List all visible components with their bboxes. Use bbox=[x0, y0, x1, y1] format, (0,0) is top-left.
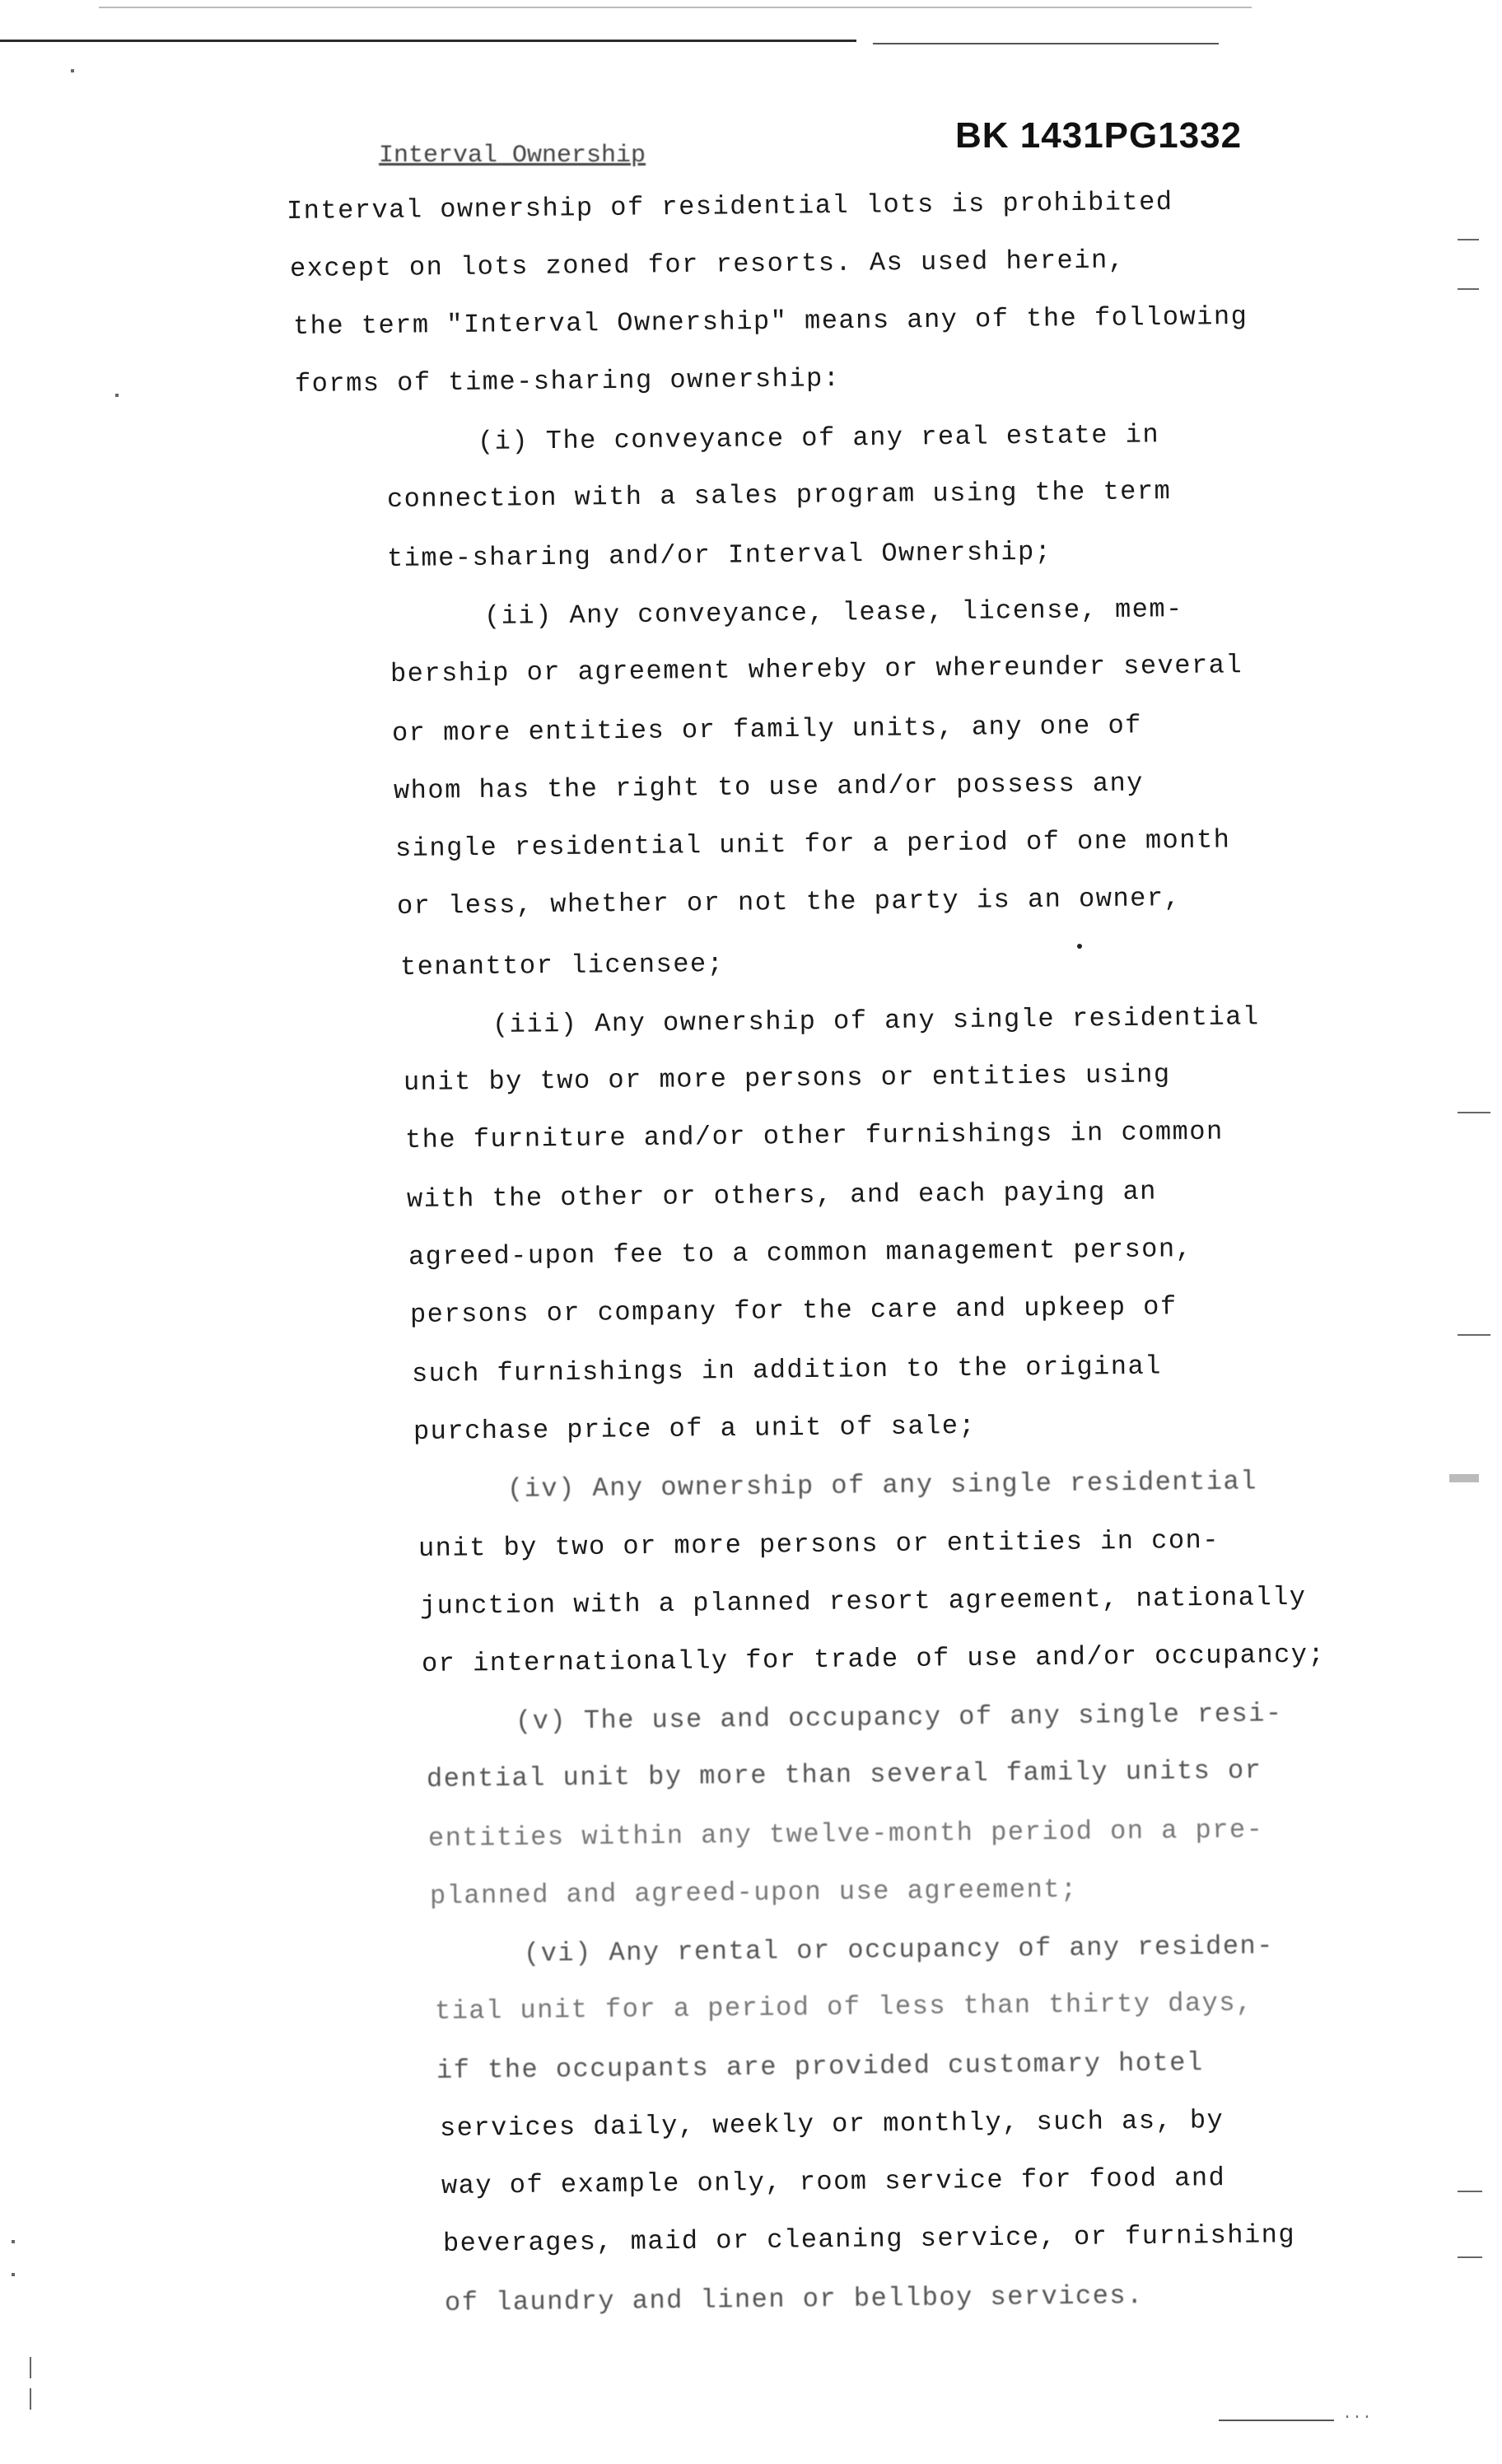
body-line: the furniture and/or other furnishings in common bbox=[404, 1116, 1224, 1155]
body-line: connection with a sales program using the term bbox=[386, 476, 1172, 515]
body-line: or internationally for trade of use and/or occupancy; bbox=[421, 1639, 1326, 1679]
scan-top-rule-left bbox=[0, 40, 856, 42]
body-line: tenanttor licensee; bbox=[399, 948, 725, 982]
body-line: dential unit by more than several family units or bbox=[426, 1755, 1262, 1794]
body-line: the term "Interval Ownership" means any of the following bbox=[292, 301, 1248, 342]
margin-mark bbox=[1458, 1112, 1490, 1113]
body-line: tial unit for a period of less than thirty days, bbox=[434, 1987, 1253, 2027]
body-line: beverages, maid or cleaning service, or furnishing bbox=[442, 2219, 1296, 2259]
margin-mark bbox=[12, 2273, 15, 2276]
body-line: unit by two or more persons or entities in con- bbox=[417, 1524, 1220, 1564]
margin-mark bbox=[30, 2388, 31, 2410]
margin-mark bbox=[115, 394, 119, 397]
margin-mark bbox=[1458, 1334, 1490, 1336]
body-line: junction with a planned resort agreement, nationally bbox=[419, 1581, 1307, 1622]
scan-top-rule-right bbox=[873, 43, 1219, 44]
body-line: of laundry and linen or bellboy services. bbox=[444, 2280, 1144, 2318]
body-line: (i) The conveyance of any real estate in bbox=[477, 419, 1160, 457]
body-line: Interval ownership of residential lots is prohibited bbox=[286, 186, 1173, 226]
scan-speck bbox=[1077, 944, 1082, 949]
body-line: (v) The use and occupancy of any single resi- bbox=[515, 1698, 1283, 1737]
margin-mark bbox=[1458, 288, 1479, 290]
body-line: services daily, weekly or monthly, such as, by bbox=[439, 2105, 1224, 2144]
body-line: purchase price of a unit of sale; bbox=[413, 1410, 977, 1447]
body-line: planned and agreed-upon use agreement; bbox=[429, 1874, 1078, 1911]
body-line: with the other or others, and each paying an bbox=[406, 1176, 1158, 1215]
body-line: bership or agreement whereby or whereunder several bbox=[389, 650, 1243, 689]
footer-mark: ... bbox=[1342, 2405, 1373, 2424]
scan-top-rule-upper bbox=[99, 7, 1252, 8]
margin-mark bbox=[1449, 1474, 1479, 1482]
body-line: forms of time-sharing ownership: bbox=[294, 363, 841, 399]
body-line: way of example only, room service for food and bbox=[441, 2163, 1226, 2201]
body-line: persons or company for the care and upkeep of bbox=[409, 1291, 1178, 1330]
body-line: (vi) Any rental or occupancy of any residen- bbox=[523, 1930, 1275, 1969]
body-line: unit by two or more persons or entities using bbox=[403, 1059, 1171, 1098]
body-line: or more entities or family units, any one of bbox=[391, 710, 1143, 749]
body-line: such furnishings in addition to the original bbox=[411, 1351, 1163, 1389]
margin-mark bbox=[1458, 2256, 1482, 2258]
body-line: (ii) Any conveyance, lease, license, mem- bbox=[483, 594, 1183, 632]
body-line: (iii) Any ownership of any single residential bbox=[492, 1001, 1260, 1040]
body-line: (iv) Any ownership of any single residential bbox=[506, 1466, 1258, 1505]
body-line: entities within any twelve-month period on a pre- bbox=[427, 1814, 1264, 1854]
footer-rule bbox=[1219, 2420, 1334, 2421]
margin-mark bbox=[12, 2240, 15, 2243]
body-line: or less, whether or not the party is an owner, bbox=[396, 883, 1182, 922]
body-line: if the occupants are provided customary hotel bbox=[436, 2047, 1204, 2086]
body-line: agreed-upon fee to a common management person, bbox=[408, 1234, 1193, 1272]
body-line: time-sharing and/or Interval Ownership; bbox=[386, 536, 1052, 574]
section-heading: Interval Ownership bbox=[379, 142, 646, 170]
margin-mark bbox=[30, 2357, 31, 2378]
margin-mark bbox=[1458, 2191, 1482, 2192]
body-line: single residential unit for a period of one month bbox=[394, 824, 1231, 864]
body-line: except on lots zoned for resorts. As used herein, bbox=[289, 245, 1126, 284]
body-line: whom has the right to use and/or possess any bbox=[393, 768, 1145, 806]
margin-mark bbox=[1458, 239, 1479, 240]
margin-mark bbox=[71, 69, 74, 72]
book-page-number: BK 1431PG1332 bbox=[955, 115, 1243, 156]
